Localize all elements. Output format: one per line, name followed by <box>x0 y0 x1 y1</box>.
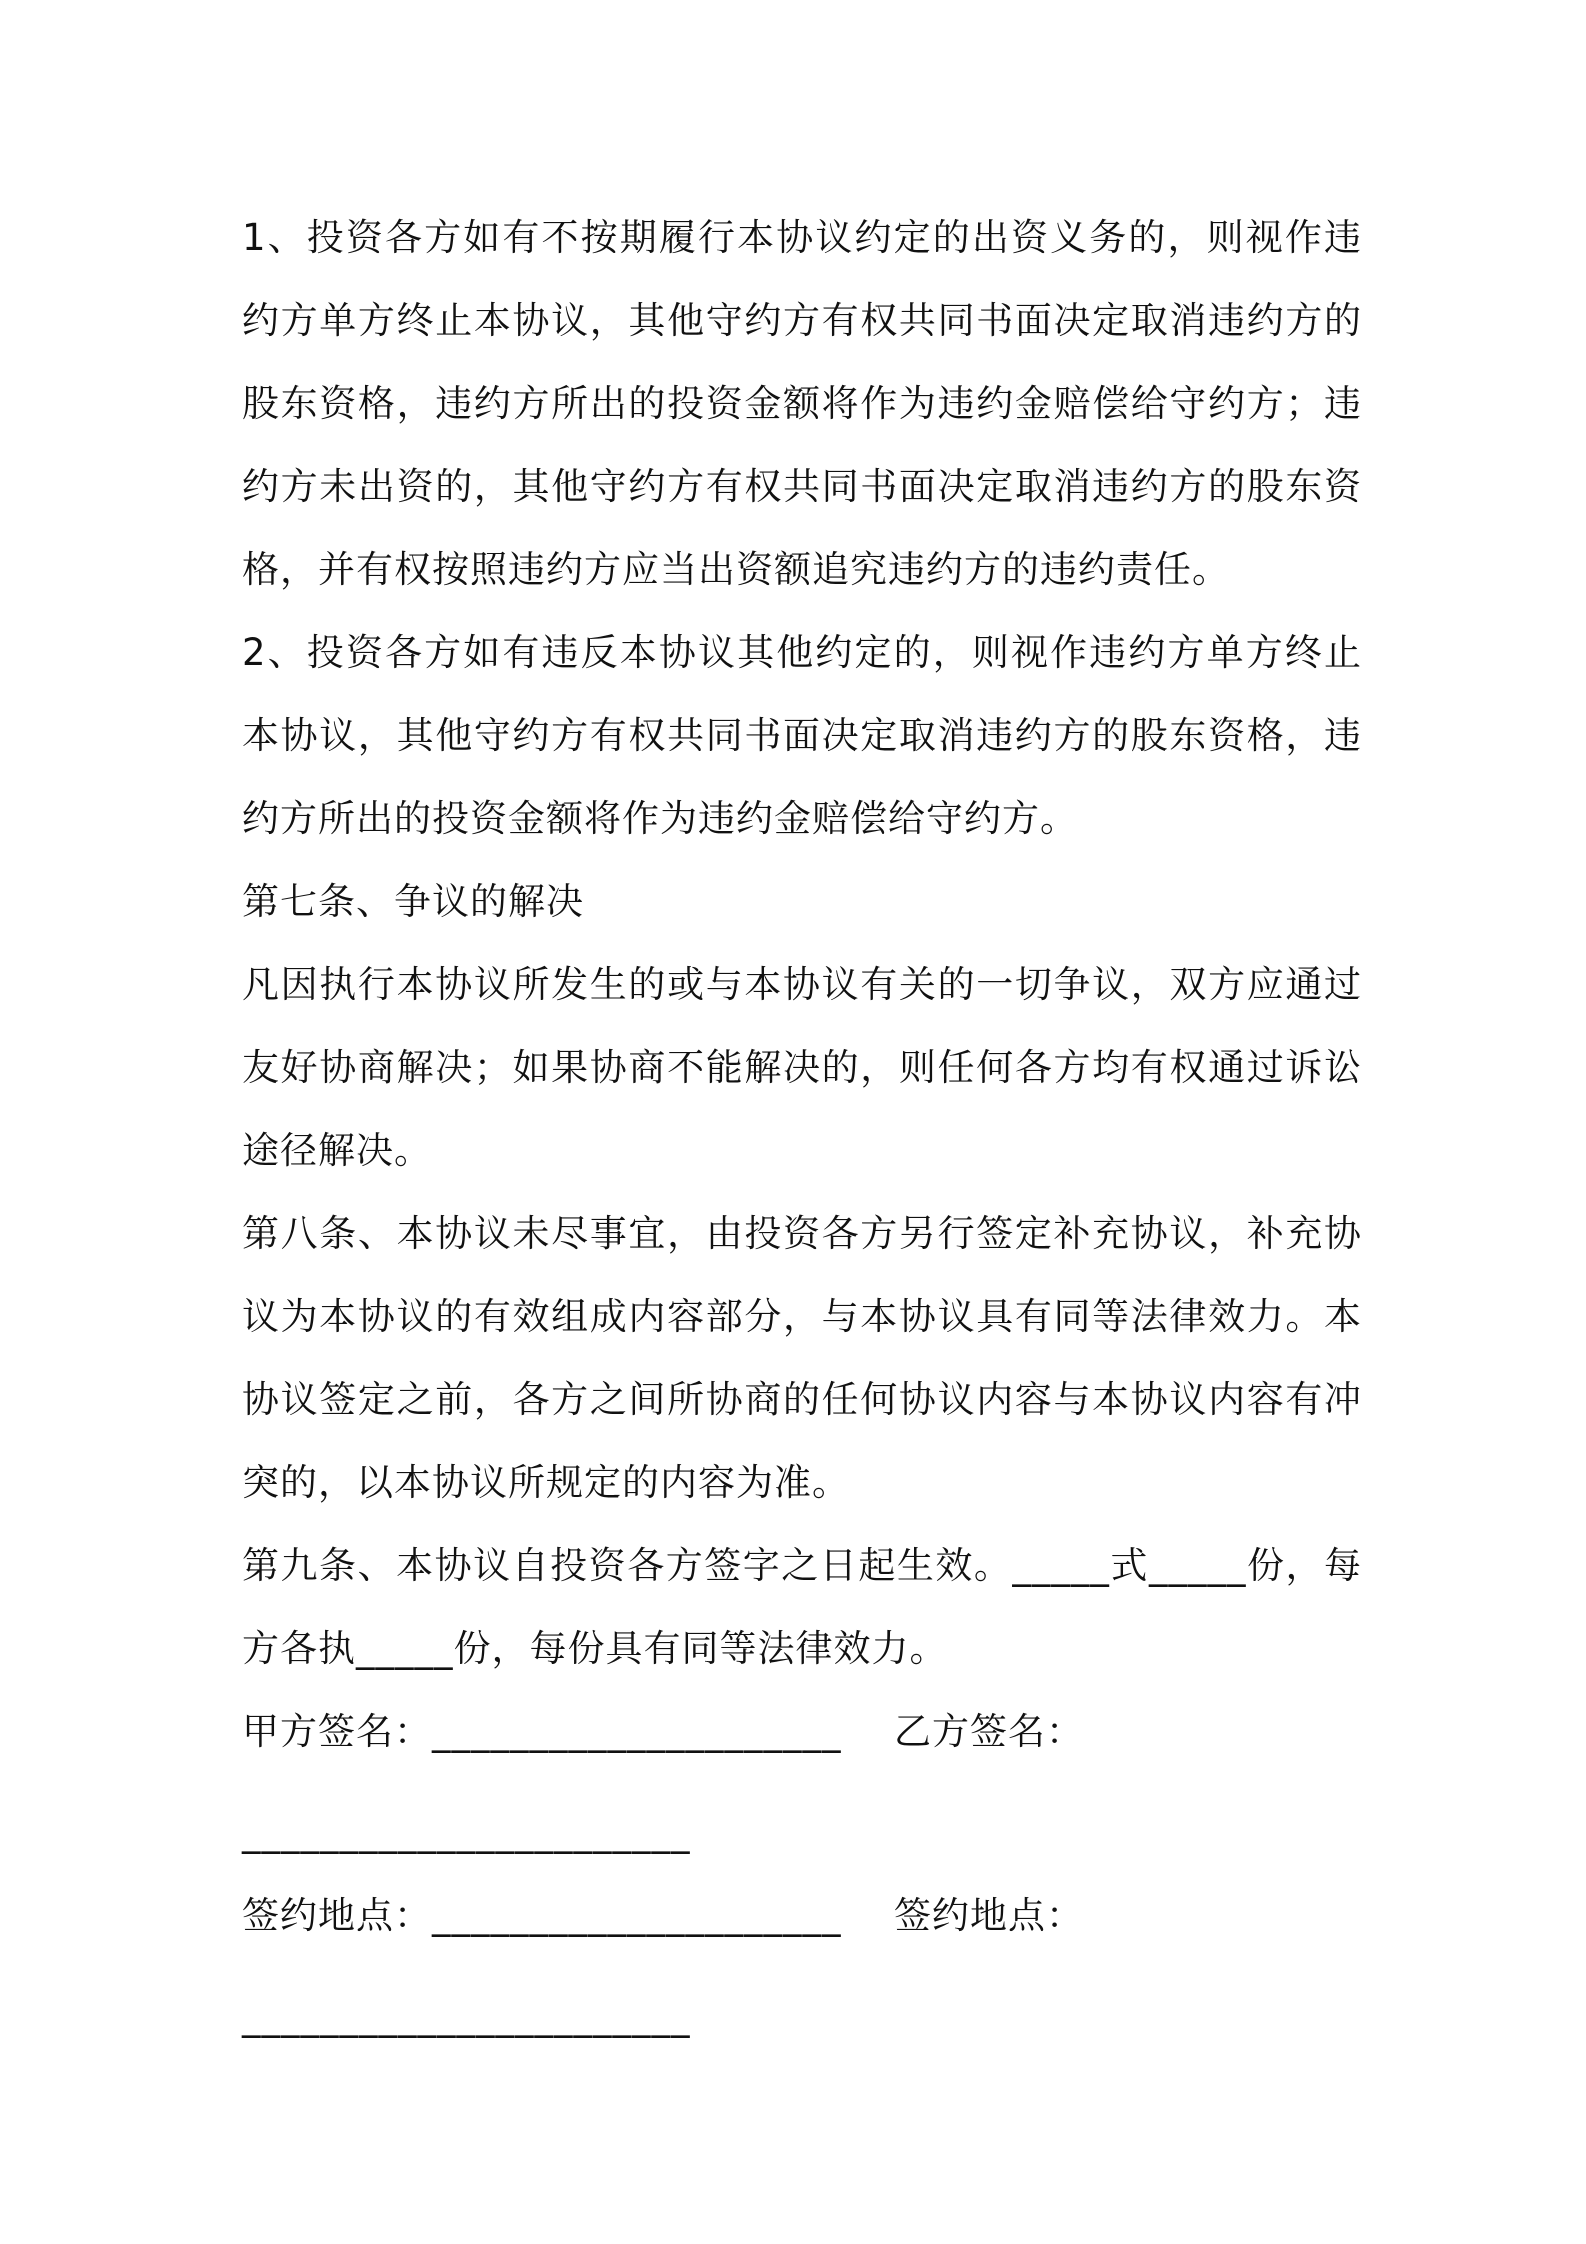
article-7-body: 凡因执行本协议所发生的或与本协议有关的一切争议，双方应通过友好协商解决；如果协商不能解决的，则任何各方均有权通过诉讼途径解决。 <box>242 963 1362 1172</box>
signature-row <box>242 1690 1362 1773</box>
party-b-place-line: _______________________ <box>242 1995 691 2038</box>
clause-1-breach-capital: 1、投资各方如有不按期履行本协议约定的出资义务的，则视作违约方单方终止本协议，其他守约方有权共同书面决定取消违约方的股东资格，违约方所出的投资金额将作为违约金赔偿给守约方；违约方未出资的，其他守约方有权共同书面决定取消违约方的股东资格，并有权按照违约方应当出资额追究违约方的违约责任。 <box>242 216 1362 591</box>
article-9: 第九条、本协议自投资各方签字之日起生效。_____式_____份，每方各执_____份，每份具有同等法律效力。 <box>242 1544 1362 1670</box>
party-b-place-label: 签约地点： <box>894 1894 1084 1937</box>
party-a-signature-field: 甲方签名：_____________________ <box>242 1710 842 1753</box>
article-7-heading: 第七条、争议的解决 <box>242 880 584 923</box>
party-b-signature-label: 乙方签名： <box>894 1710 1084 1753</box>
clause-2-breach-other: 2、投资各方如有违反本协议其他约定的，则视作违约方单方终止本协议，其他守约方有权共同书面决定取消违约方的股东资格，违约方所出的投资金额将作为违约金赔偿给守约方。 <box>242 631 1362 840</box>
document-page <box>242 196 1362 2058</box>
article-8: 第八条、本协议未尽事宜，由投资各方另行签定补充协议，补充协议为本协议的有效组成内容部分，与本协议具有同等法律效力。本协议签定之前，各方之间所协商的任何协议内容与本协议内容有冲突的，以本协议所规定的内容为准。 <box>242 1212 1362 1504</box>
party-a-place-field: 签约地点：_____________________ <box>242 1894 842 1937</box>
party-b-signature-line: _______________________ <box>242 1811 691 1854</box>
place-row <box>242 1874 1362 1957</box>
